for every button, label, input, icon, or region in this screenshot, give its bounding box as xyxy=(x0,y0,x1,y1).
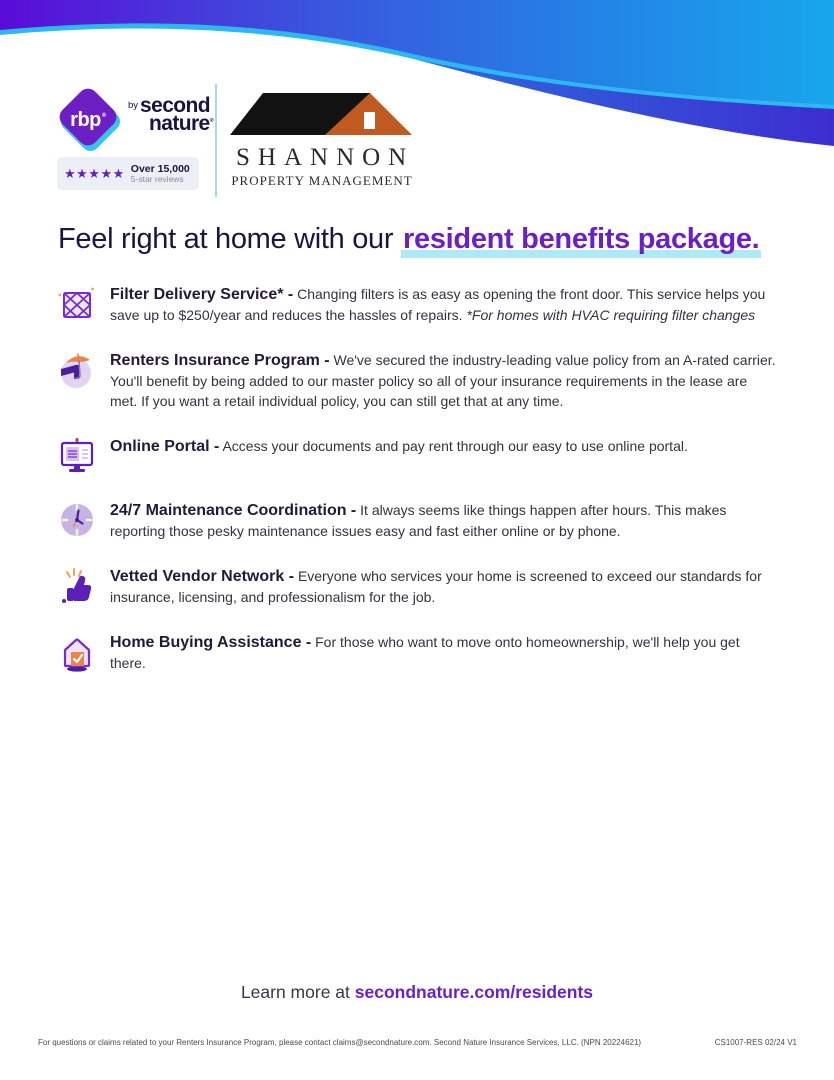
benefit-item-home-buying xyxy=(57,632,777,674)
benefit-title: 24/7 Maintenance Coordination - xyxy=(110,501,357,519)
benefit-item-online-portal xyxy=(57,436,777,476)
partner-logo xyxy=(230,88,414,189)
benefit-footnote: *For homes with HVAC requiring filter changes xyxy=(466,307,756,324)
rbp-wordmark: rbp ® xyxy=(70,108,106,131)
cta-prefix: Learn more at xyxy=(240,982,350,1002)
benefit-description: We've secured the industry-leading value policy from an A-rated carrier. You'll benefit by being added to our master policy so all of your insurance requirements in the lease are met. If you want a retail individual policy, you can still get that at any time. xyxy=(110,351,776,409)
partner-name: SHANNON xyxy=(236,144,415,171)
logo-divider xyxy=(215,84,217,197)
online-portal-icon xyxy=(57,436,97,476)
benefits-list xyxy=(57,284,777,674)
benefit-item-filter-delivery xyxy=(57,284,777,326)
header-wave-graphic xyxy=(0,0,834,170)
vetted-vendor-icon xyxy=(57,566,97,606)
footer-disclaimer: For questions or claims related to your Renters Insurance Program, please contact claims@secondnature.com. Second Nature Insurance Services, LLC. (NPN 20224621) xyxy=(38,1038,642,1047)
benefit-title: Renters Insurance Program - xyxy=(110,351,330,369)
brand-line-second: second xyxy=(140,94,210,117)
benefit-item-renters-insurance xyxy=(57,350,777,412)
registered-mark: ® xyxy=(101,113,106,119)
benefit-title: Home Buying Assistance - xyxy=(110,633,312,651)
headline-highlight: resident benefits package. xyxy=(401,223,761,258)
filter-delivery-icon xyxy=(57,284,97,324)
residents-link[interactable]: secondnature.com/residents xyxy=(354,982,594,1002)
benefit-description: Access your documents and pay rent through our easy to use online portal. xyxy=(222,437,688,454)
footer xyxy=(38,1038,797,1047)
reviews-count: Over 15,000 xyxy=(130,162,190,175)
by-label: by xyxy=(128,100,139,111)
rbp-logo xyxy=(56,86,124,154)
registered-mark: ® xyxy=(209,118,214,125)
benefit-description: It always seems like things happen after hours. This makes reporting those pesky maintenance issues easy and fast either online or by phone. xyxy=(110,501,727,539)
benefit-description: Everyone who services your home is screened to exceed our standards for insurance, licensing, and professionalism for the job. xyxy=(110,567,762,605)
benefit-title: Vetted Vendor Network - xyxy=(110,567,295,585)
maintenance-coordination-icon xyxy=(57,500,97,540)
roof-icon xyxy=(230,88,414,138)
reviews-badge xyxy=(57,157,199,190)
learn-more-line xyxy=(0,982,834,1003)
benefit-description: For those who want to move onto homeownership, we'll help you get there. xyxy=(110,633,740,671)
benefit-description: Changing filters is as easy as opening the front door. This service helps you save up to $250/year and reduces the hassles of repairs. xyxy=(110,286,766,324)
home-buying-icon xyxy=(57,632,97,672)
second-nature-wordmark xyxy=(128,94,214,136)
benefit-item-vetted-vendor xyxy=(57,566,777,608)
headline-prefix: Feel right at home with our xyxy=(58,223,394,255)
brand-line-nature: nature xyxy=(149,112,210,136)
benefit-item-maintenance xyxy=(57,500,777,542)
renters-insurance-icon xyxy=(57,350,97,390)
reviews-label: 5-star reviews xyxy=(130,173,184,184)
star-icons: ★★★★★ xyxy=(64,166,125,181)
benefit-title: Online Portal - xyxy=(110,437,220,455)
page-title xyxy=(58,223,778,256)
benefit-title: Filter Delivery Service* - xyxy=(110,286,294,303)
partner-subtitle: PROPERTY MANAGEMENT xyxy=(231,173,413,188)
footer-doc-code: CS1007-RES 02/24 V1 xyxy=(714,1038,797,1047)
